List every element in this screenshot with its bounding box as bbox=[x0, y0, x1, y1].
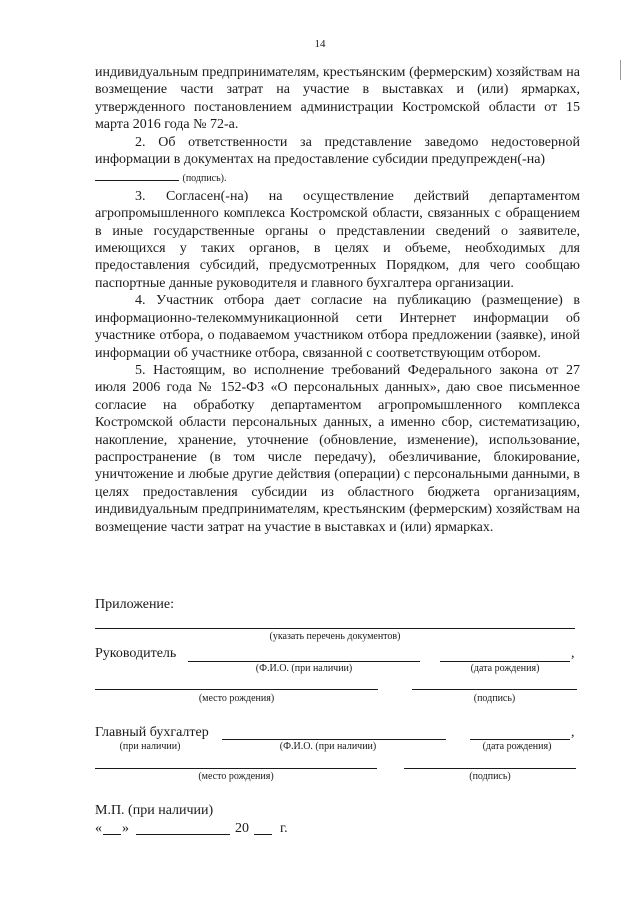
accountant-fio-line[interactable] bbox=[222, 739, 446, 740]
accountant-birthplace-line[interactable] bbox=[95, 768, 377, 769]
stamp-label: М.П. (при наличии) bbox=[95, 803, 214, 818]
paragraph-5: 5. Настоящим, во исполнение требований Федерального закона от 27 июля 2006 года № 152-ФЗ «О персональных данных», даю свое письменное согласие на обработку департаментом агропромышленного комплекса Костромской области персональных данных, а именно сбор, систематизацию, накопление, хранение, уточнение (обновление, изменение), использование, распространение (в том числе передачу), обезличивание, блокирование, уничтожение и любые другие действия (операции) с персональными данными, в целях предоставления субсидии из областного бюджета организациям, индивидуальным предпринимателям, крестьянским (фермерским) хозяйствам на возмещение части затрат на участие в выставках и (или) ярмарках. bbox=[95, 362, 580, 535]
date-day-line[interactable] bbox=[103, 834, 121, 835]
document-body bbox=[95, 64, 580, 536]
date-month-line[interactable] bbox=[136, 834, 230, 835]
attachment-line[interactable] bbox=[95, 628, 575, 629]
head-signature-line[interactable] bbox=[412, 689, 577, 690]
head-birthplace-line[interactable] bbox=[95, 689, 378, 690]
date-year-line[interactable] bbox=[254, 834, 272, 835]
date-year-suffix: г. bbox=[280, 821, 288, 836]
paragraph-4: 4. Участник отбора дает согласие на публикацию (размещение) в информационно-телекоммуникационной сети Интернет информации об участнике отбора, о подаваемом участником отбора предложении (заявке), иной информации об участнике отбора, связанной с соответствующим отбором. bbox=[95, 293, 580, 361]
paragraph-2: 2. Об ответственности за представление заведомо недостоверной информации в документах на предоставление субсидии предупрежден(-на) bbox=[95, 134, 580, 168]
signature-line[interactable] bbox=[95, 168, 179, 181]
margin-mark bbox=[620, 60, 623, 80]
head-label: Руководитель bbox=[95, 646, 177, 661]
attachment-label: Приложение: bbox=[95, 597, 175, 612]
paragraph-continuation: индивидуальным предпринимателям, крестьянским (фермерским) хозяйствам на возмещение части затрат на участие в выставках и (или) ярмарках, утвержденного постановлением администрации Костромской области от 15 марта 2016 года № 72-а. bbox=[95, 65, 580, 133]
accountant-signature-line[interactable] bbox=[404, 768, 576, 769]
head-fio-caption: (Ф.И.О. (при наличии) bbox=[255, 663, 353, 674]
head-comma: , bbox=[571, 646, 575, 661]
paragraph-2-signature bbox=[95, 168, 580, 187]
paragraph-3: 3. Согласен(-на) на осуществление действий департаментом агропромышленного комплекса Костромской области, связанных с обращением в иные государственные органы о представлении сведений о заявителе, имеющихся у таких органов, в целях и объеме, необходимых для предоставления субсидий, предусмотренных Порядком, для чего сообщаю паспортные данные руководителя и главного бухгалтера организации. bbox=[95, 188, 580, 291]
accountant-presence-caption: (при наличии) bbox=[119, 741, 181, 752]
accountant-comma: , bbox=[571, 725, 575, 740]
accountant-signature-caption: (подпись) bbox=[469, 771, 511, 782]
signature-caption: (подпись). bbox=[182, 173, 227, 185]
accountant-birthplace-caption: (место рождения) bbox=[198, 771, 274, 782]
accountant-dob-line[interactable] bbox=[470, 739, 570, 740]
accountant-fio-caption: (Ф.И.О. (при наличии) bbox=[279, 741, 377, 752]
head-signature-caption: (подпись) bbox=[473, 693, 516, 704]
page-number: 14 bbox=[314, 38, 326, 50]
date-close-quote: » bbox=[122, 821, 129, 836]
attachment-caption: (указать перечень документов) bbox=[269, 631, 401, 642]
head-fio-line[interactable] bbox=[188, 661, 420, 662]
accountant-label: Главный бухгалтер bbox=[95, 725, 209, 740]
head-dob-line[interactable] bbox=[440, 661, 570, 662]
accountant-dob-caption: (дата рождения) bbox=[482, 741, 552, 752]
head-birthplace-caption: (место рождения) bbox=[198, 693, 275, 704]
date-year-prefix: 20 bbox=[235, 821, 249, 836]
head-dob-caption: (дата рождения) bbox=[470, 663, 540, 674]
date-open-quote: « bbox=[95, 821, 102, 836]
